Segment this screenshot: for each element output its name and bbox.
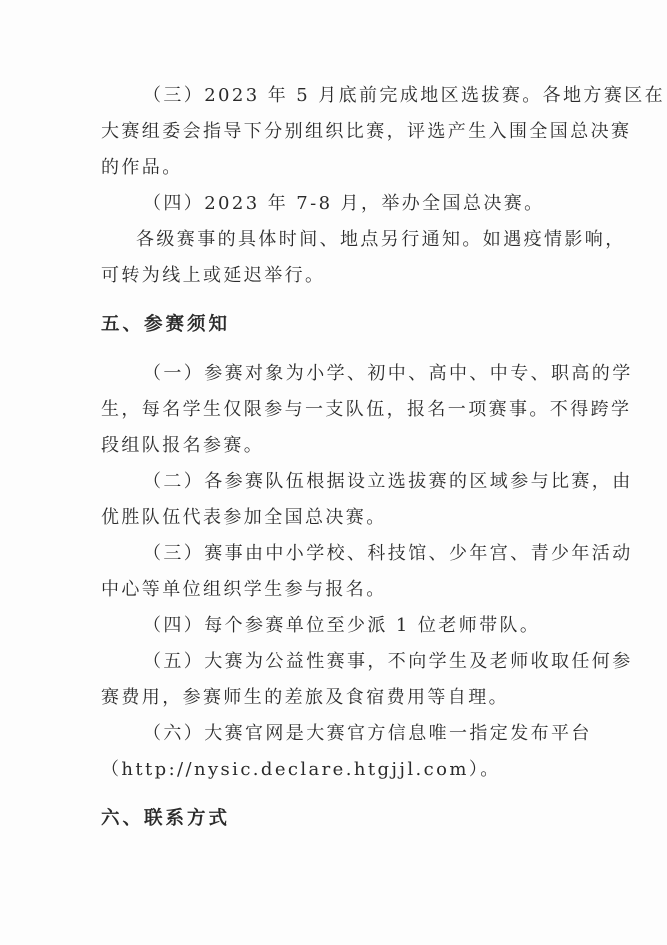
paragraph-line: 大赛组委会指导下分别组织比赛，评选产生入围全国总决赛: [101, 121, 632, 142]
paragraph-line: 各级赛事的具体时间、地点另行通知。如遇疫情影响，: [136, 229, 626, 250]
paragraph-line: 的作品。: [101, 157, 183, 178]
paragraph-line: 可转为线上或延迟举行。: [101, 265, 326, 286]
paragraph-line: （一）参赛对象为小学、初中、高中、中专、职高的学: [143, 363, 633, 384]
paragraph-line: （四）2023 年 7-8 月，举办全国总决赛。: [143, 193, 545, 214]
paragraph-line: （二）各参赛队伍根据设立选拔赛的区域参与比赛，由: [143, 471, 633, 492]
paragraph-line: 中心等单位组织学生参与报名。: [101, 579, 387, 600]
paragraph-line: 赛费用，参赛师生的差旅及食宿费用等自理。: [101, 687, 509, 708]
paragraph-line: 生，每名学生仅限参与一支队伍，报名一项赛事。不得跨学: [101, 399, 632, 420]
paragraph-line: （六）大赛官网是大赛官方信息唯一指定发布平台: [143, 723, 592, 744]
paragraph-line: 优胜队伍代表参加全国总决赛。: [101, 507, 387, 528]
paragraph-line: （三）赛事由中小学校、科技馆、少年宫、青少年活动: [143, 543, 633, 564]
paragraph-line: （五）大赛为公益性赛事，不向学生及老师收取任何参: [143, 651, 633, 672]
section-heading: 六、联系方式: [101, 808, 231, 829]
paragraph-line: 段组队报名参赛。: [101, 435, 265, 456]
paragraph-line: （四）每个参赛单位至少派 1 位老师带队。: [143, 615, 541, 636]
paragraph-line: （http://nysic.declare.htgjjl.com）。: [101, 759, 501, 780]
section-heading: 五、参赛须知: [101, 314, 231, 335]
paragraph-line: （三）2023 年 5 月底前完成地区选拔赛。各地方赛区在: [143, 85, 666, 106]
